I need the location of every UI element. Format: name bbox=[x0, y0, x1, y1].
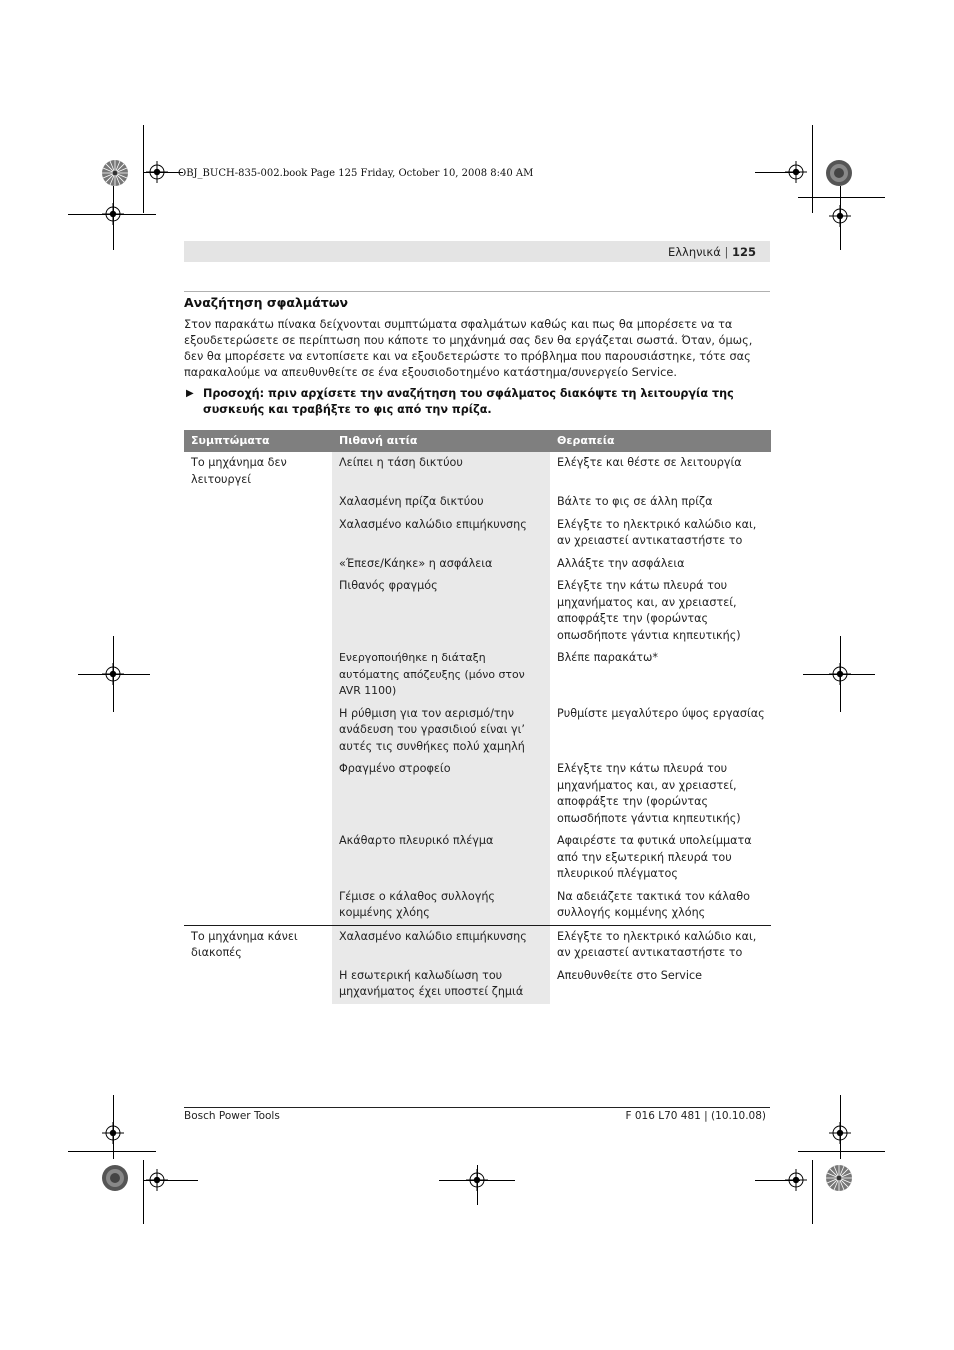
cause-cell: Πιθανός φραγμός bbox=[332, 575, 550, 647]
table-row bbox=[184, 553, 771, 576]
cause-cell: Η ρύθμιση για τον αερισμό/την ανάδευση του γρασιδιού είναι γι’ αυτές τις συνθήκες πολύ χαμηλή bbox=[332, 703, 550, 759]
symptom-cell bbox=[184, 647, 332, 703]
remedy-cell: Αφαιρέστε τα φυτικά υπολείμματα από την εξωτερική πλευρά του πλευρικού πλέγματος bbox=[557, 834, 752, 880]
registration-crosshair-icon bbox=[102, 203, 124, 225]
column-header-symptoms: Συμπτώματα bbox=[184, 430, 332, 452]
remedy-cell: Βλέπε παρακάτω* bbox=[557, 651, 658, 664]
page-number: 125 bbox=[731, 245, 756, 259]
registration-crosshair-icon bbox=[102, 1122, 124, 1144]
footer-brand: Bosch Power Tools bbox=[184, 1110, 280, 1122]
warning-text: Προσοχή: πριν αρχίσετε την αναζήτηση του σφάλματος διακόψτε τη λειτουργία της συσκευής και τραβήξτε το φις από την πρίζα. bbox=[203, 387, 734, 416]
language-label: Ελληνικά bbox=[667, 245, 721, 259]
trim-line bbox=[798, 197, 885, 198]
trim-line bbox=[68, 1151, 156, 1152]
symptom-cell bbox=[184, 553, 332, 576]
registration-crosshair-icon bbox=[829, 205, 851, 227]
arrow-right-icon: ▶ bbox=[186, 388, 194, 399]
table-header-row bbox=[184, 430, 771, 452]
registration-crosshair-icon bbox=[102, 663, 124, 685]
cause-cell: Λείπει η τάση δικτύου bbox=[332, 452, 550, 491]
registration-crosshair-icon bbox=[785, 161, 807, 183]
registration-crosshair-icon bbox=[829, 663, 851, 685]
registration-crosshair-icon bbox=[829, 1122, 851, 1144]
remedy-cell: Ελέγξτε την κάτω πλευρά του μηχανήματος και, αν χρειαστεί, αποφράξτε την (φορώντας οπωσδήποτε γάντια κηπευτικής) bbox=[557, 762, 741, 825]
column-header-remedy: Θεραπεία bbox=[550, 430, 771, 452]
remedy-cell: Ελέγξτε το ηλεκτρικό καλώδιο και, αν χρειαστεί αντικαταστήστε το bbox=[557, 929, 757, 959]
trim-line bbox=[143, 1160, 144, 1224]
symptom-cell bbox=[184, 575, 332, 647]
header-separator: | bbox=[724, 245, 729, 259]
column-header-cause: Πιθανή αιτία bbox=[332, 430, 550, 452]
trim-line bbox=[798, 1151, 885, 1152]
trim-line bbox=[812, 125, 813, 213]
cause-cell: Ακάθαρτο πλευρικό πλέγμα bbox=[332, 830, 550, 886]
color-rosette-icon bbox=[101, 1164, 129, 1192]
cause-cell: Γέμισε ο κάλαθος συλλογής κομμένης χλόης bbox=[332, 886, 550, 926]
table-row bbox=[184, 491, 771, 514]
trim-line bbox=[143, 125, 144, 213]
page-header bbox=[184, 241, 770, 262]
remedy-cell: Ελέγξτε το ηλεκτρικό καλώδιο και, αν χρειαστεί αντικαταστήστε το bbox=[557, 517, 757, 547]
symptom-cell: Το μηχάνημα κάνει διακοπές bbox=[191, 929, 298, 959]
table-row bbox=[184, 886, 771, 926]
troubleshooting-table bbox=[184, 430, 771, 1004]
table-row bbox=[184, 965, 771, 1004]
table-row bbox=[184, 647, 771, 703]
color-rosette-icon bbox=[101, 159, 129, 187]
table-row bbox=[184, 514, 771, 553]
section-title: Αναζήτηση σφαλμάτων bbox=[184, 295, 349, 310]
remedy-cell: Αλλάξτε την ασφάλεια bbox=[557, 556, 685, 570]
table-row bbox=[184, 830, 771, 886]
symptom-cell bbox=[184, 514, 332, 553]
cause-cell: «Έπεσε/Κάηκε» η ασφάλεια bbox=[332, 553, 550, 576]
remedy-cell: Να αδειάζετε τακτικά τον κάλαθο συλλογής κομμένης χλόης bbox=[550, 886, 771, 926]
table-row bbox=[184, 452, 771, 491]
symptom-cell bbox=[184, 703, 332, 759]
registration-crosshair-icon bbox=[146, 1169, 168, 1191]
cause-cell: Ενεργοποιήθηκε η διάταξη αυτόματης απόζευξης (μόνο στον AVR 1100) bbox=[332, 647, 550, 703]
cause-cell: Χαλασμένο καλώδιο επιμήκυνσης bbox=[332, 925, 550, 965]
cause-cell: Η εσωτερική καλωδίωση του μηχανήματος έχει υποστεί ζημιά bbox=[332, 965, 550, 1004]
color-rosette-icon bbox=[825, 159, 853, 187]
symptom-cell bbox=[184, 830, 332, 886]
remedy-cell: Απευθυνθείτε στο Service bbox=[557, 968, 703, 982]
symptom-cell bbox=[184, 965, 332, 1004]
remedy-cell: Ρυθμίστε μεγαλύτερο ύψος εργασίας bbox=[557, 706, 765, 720]
cause-cell: Φραγμένο στροφείο bbox=[332, 758, 550, 830]
cause-cell: Χαλασμένη πρίζα δικτύου bbox=[332, 491, 550, 514]
intro-paragraph: Στον παρακάτω πίνακα δείχνονται συμπτώματα σφαλμάτων καθώς και πως θα μπορέσετε να τα εξουδετερώσετε σε περίπτωση που κάποτε το μηχάνημά σας δεν θα εργάζεται σωστά. Όταν, όμως, δεν θα μπορέσετε να εντοπίσετε και να εξουδετερώστε το πρόβλημα που παρουσιάστηκε, τότε σας παρακαλούμε να απευθυνθείτε σε ένα εξουσιοδοτημένο κατάστημα/συνεργείο Service. bbox=[184, 318, 753, 379]
symptom-cell bbox=[184, 886, 332, 926]
table-row bbox=[184, 758, 771, 830]
table-row bbox=[184, 703, 771, 759]
registration-crosshair-icon bbox=[146, 161, 168, 183]
table-row bbox=[184, 925, 771, 965]
color-rosette-icon bbox=[825, 1164, 853, 1192]
symptom-cell bbox=[184, 491, 332, 514]
footer-divider bbox=[184, 1107, 770, 1108]
remedy-cell: Ελέγξτε την κάτω πλευρά του μηχανήματος και, αν χρειαστεί, αποφράξτε την (φορώντας οπωσδήποτε γάντια κηπευτικής) bbox=[557, 579, 741, 642]
footer-doc-number: F 016 L70 481 | (10.10.08) bbox=[625, 1110, 766, 1122]
trim-line bbox=[812, 1160, 813, 1224]
registration-crosshair-icon bbox=[466, 1169, 488, 1191]
print-file-info: OBJ_BUCH-835-002.book Page 125 Friday, October 10, 2008 8:40 AM bbox=[178, 168, 534, 179]
section-divider bbox=[184, 291, 770, 292]
remedy-cell: Βάλτε το φις σε άλλη πρίζα bbox=[557, 495, 713, 508]
symptom-cell: Το μηχάνημα δεν λειτουργεί bbox=[191, 456, 287, 486]
symptom-cell bbox=[184, 758, 332, 830]
remedy-cell: Ελέγξτε και θέστε σε λειτουργία bbox=[557, 456, 742, 469]
table-row bbox=[184, 575, 771, 647]
page-header-text bbox=[668, 245, 756, 259]
registration-crosshair-icon bbox=[785, 1169, 807, 1191]
cause-cell: Χαλασμένο καλώδιο επιμήκυνσης bbox=[332, 514, 550, 553]
